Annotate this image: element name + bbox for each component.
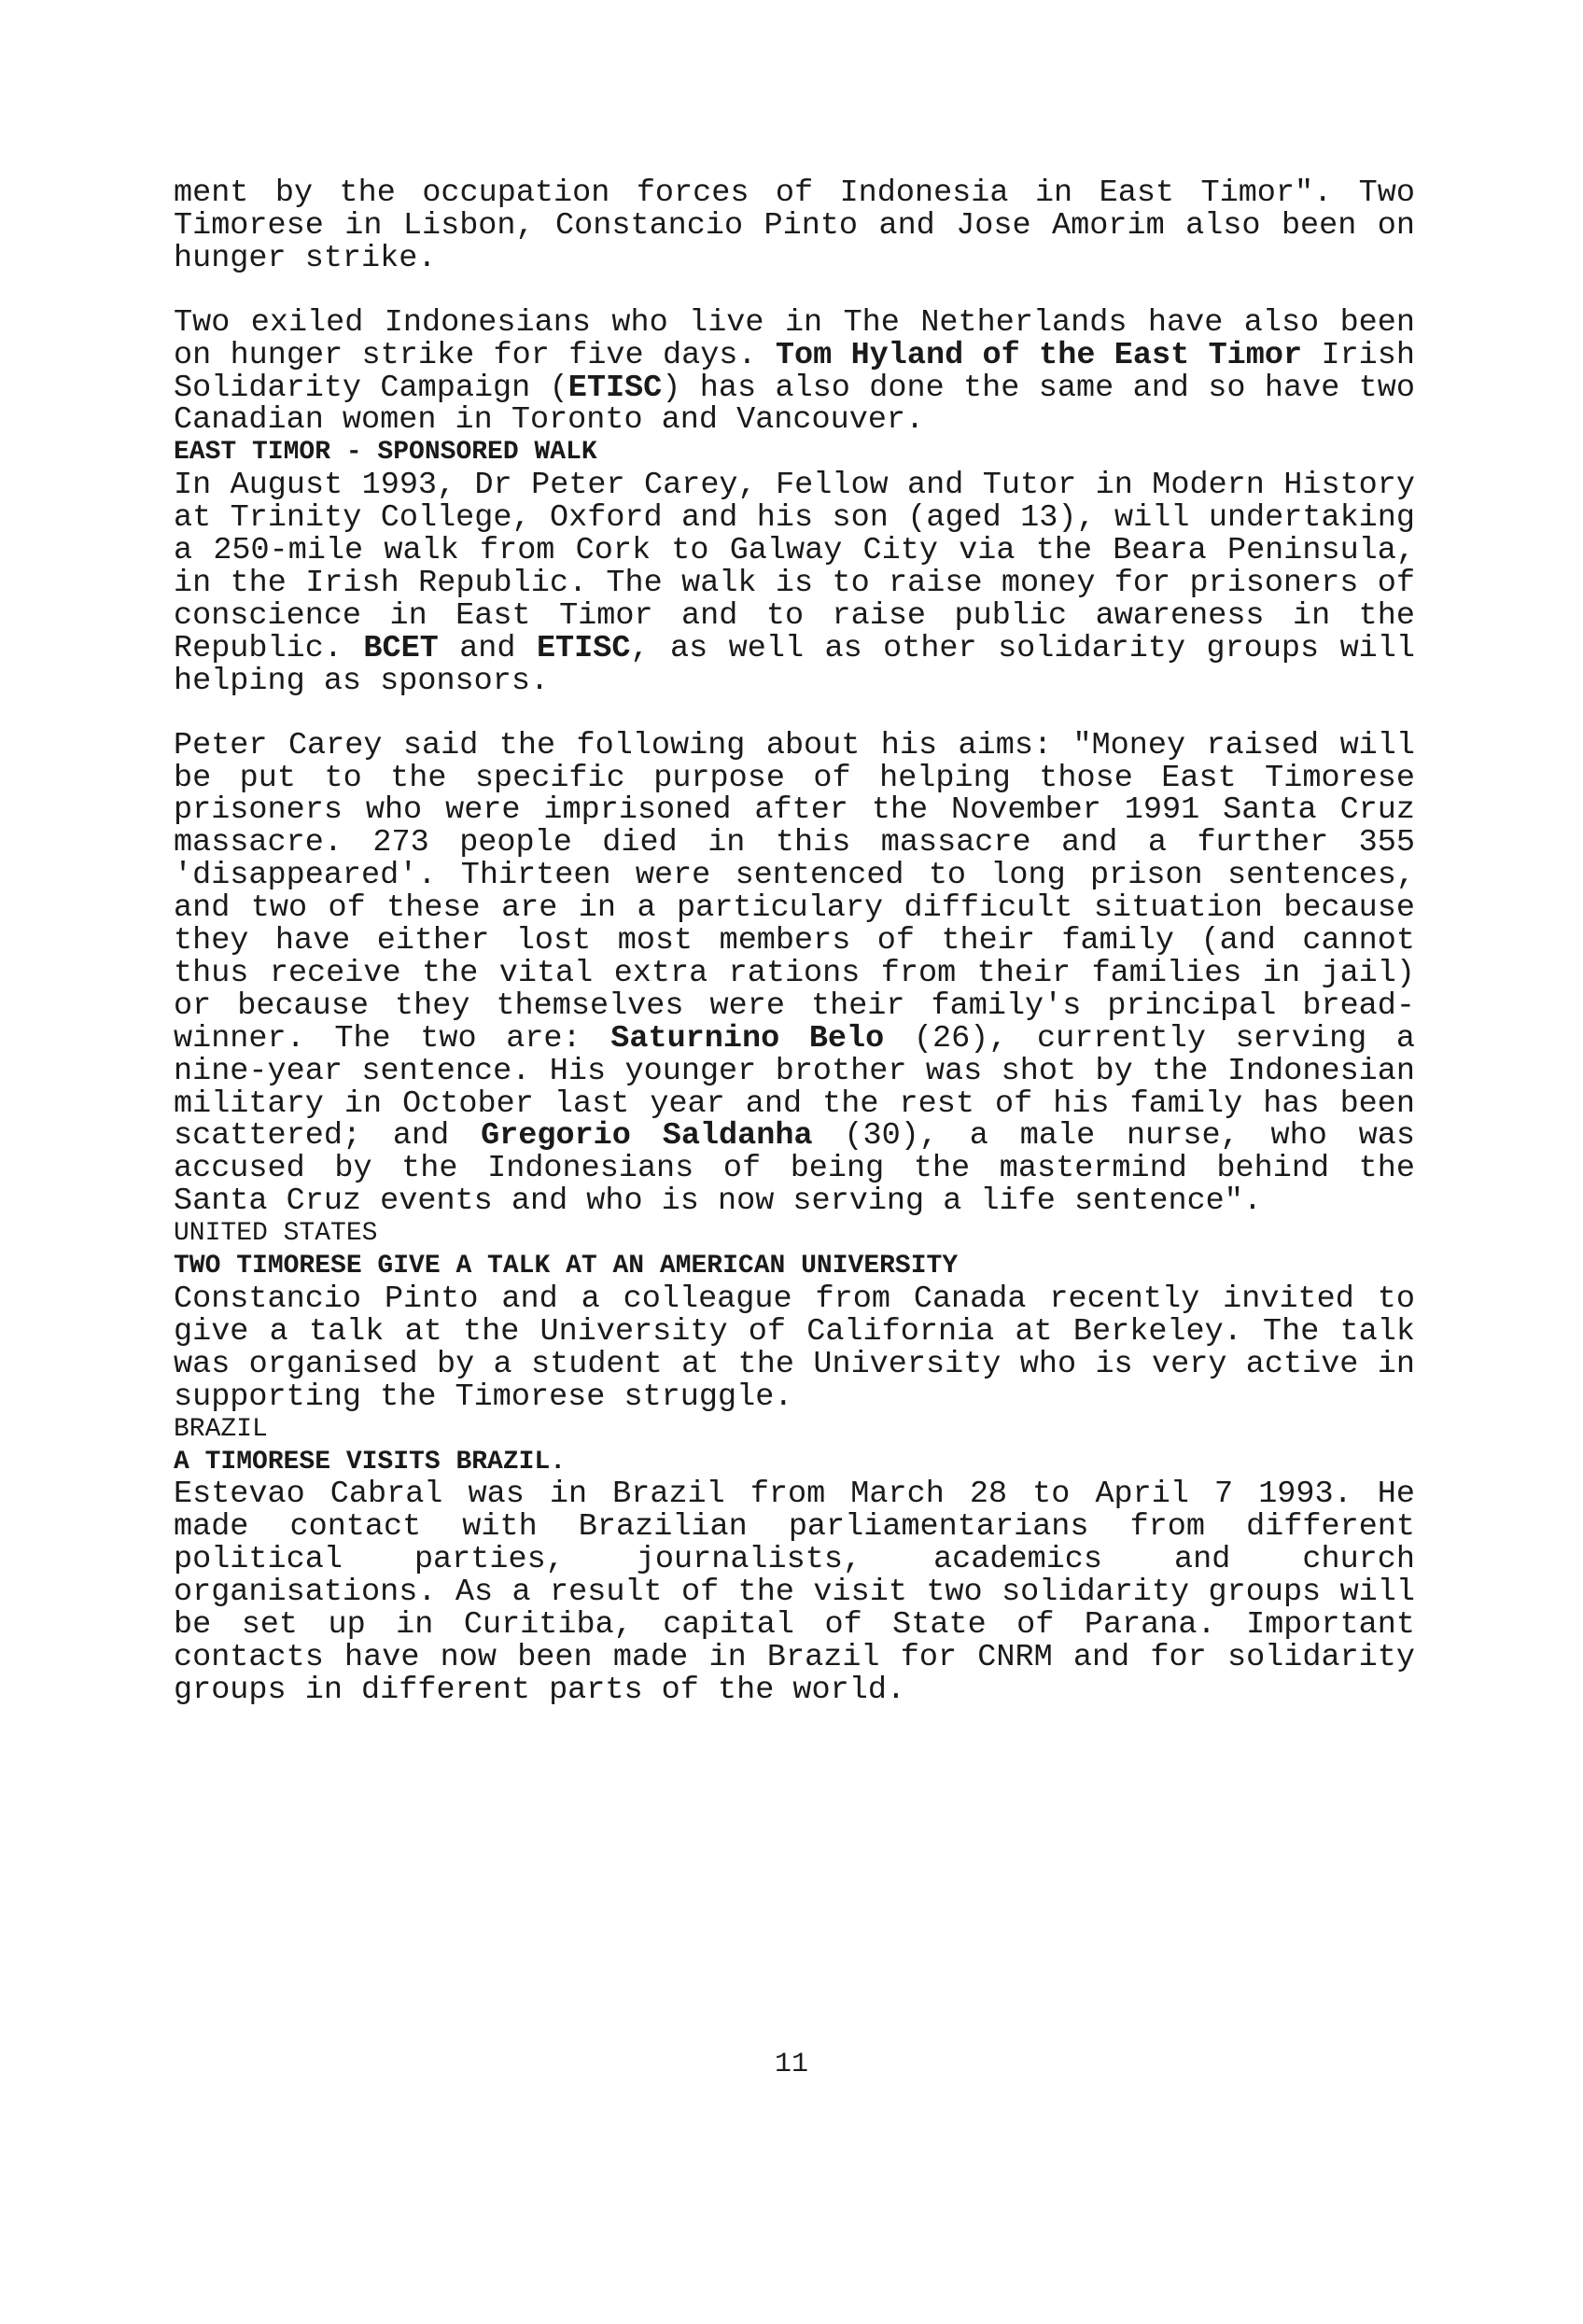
section-brazil: BRAZIL — [174, 1414, 268, 1444]
text-span: and — [438, 630, 537, 666]
text-span: (30), a male nurse, who was accused by the Indonesians of being the mastermind behind the Santa Cruz events and who is now serving a life sentence". — [174, 1118, 1435, 1220]
paragraph-us-talk: Constancio Pinto and a colleague from Canada recently invited to give a talk at the University of California at Berkeley. The talk was organised by a student at the University who is very active in supporting the Timorese struggle. — [174, 1281, 1435, 1415]
heading-us-talk: TWO TIMORESE GIVE A TALK AT AN AMERICAN UNIVERSITY — [174, 1252, 959, 1281]
text-span: Irish Solidarity Campaign ( — [174, 337, 1435, 406]
bold-acronym-bcet: BCET — [363, 630, 439, 666]
bold-name-saturnino-belo: Saturnino Belo — [610, 1020, 885, 1057]
text-span: In August 1993, Dr Peter Carey, Fellow and Tutor in Modern History at Trinity College, Oxford and his son (aged 13), will undertaking a 250-mile walk from Cork to Galway City via the Beara Peninsula, in the Irish Republic. The walk is to raise money for prisoners of conscience in East Timor and to raise public awareness in the Republic. — [174, 468, 1435, 666]
bold-name-gregorio-saldanha: Gregorio Saldanha — [481, 1118, 813, 1155]
text-span: , as well as other solidarity groups will helping as sponsors. — [174, 630, 1435, 699]
bold-acronym-etisc: ETISC — [536, 630, 631, 666]
document-page — [174, 175, 1435, 1708]
text-span: ) has also done the same and so have two Canadian women in Toronto and Vancouver. — [174, 370, 1435, 439]
paragraph-peter-carey-quote — [174, 727, 1435, 1220]
page-number: 11 — [774, 2049, 808, 2080]
heading-sponsored-walk: EAST TIMOR - SPONSORED WALK — [174, 438, 597, 468]
paragraph-hunger-strike-lisbon: ment by the occupation forces of Indonesia in East Timor". Two Timorese in Lisbon, Constancio Pinto and Jose Amorim also been on hunger strike. — [174, 175, 1435, 276]
text-span: Peter Carey said the following about his aims: "Money raised will be put to the specific purpose of helping those East Timorese prisoners who were imprisoned after the November 1991 Santa Cruz massacre. 273 people died in this massacre and a further 355 'disappeared'. Thirteen were sentenced to long prison sentences, and two of these are in a particulary difficult situation because they have either lost most members of their family (and cannot thus receive the vital extra rations from their families in jail) or because they themselves were their family's principal bread-winner. The two are: — [174, 727, 1435, 1057]
paragraph-brazil-visit: Estevao Cabral was in Brazil from March 28 to April 7 1993. He made contact with Brazilian parliamentarians from different political parties, journalists, academics and church organisations. As a result of the visit two solidarity groups will be set up in Curitiba, capital of State of Parana. Important contacts have now been made in Brazil for CNRM and for solidarity groups in different parts of the world. — [174, 1477, 1435, 1708]
section-united-states: UNITED STATES — [174, 1219, 378, 1249]
text-span: (26), currently serving a nine-year sentence. His younger brother was shot by the Indonesian military in October last year and the rest of his family has been scattered; and — [174, 1020, 1435, 1155]
text-span: Two exiled Indonesians who live in The Netherlands have also been on hunger strike for five days. — [174, 304, 1435, 373]
bold-acronym-etisc: ETISC — [567, 370, 663, 406]
heading-brazil-visit: A TIMORESE VISITS BRAZIL. — [174, 1447, 567, 1477]
bold-name-tom-hyland: Tom Hyland of the East Timor — [775, 337, 1303, 373]
paragraph-hunger-strike-netherlands — [174, 304, 1435, 439]
paragraph-sponsored-walk — [174, 468, 1435, 699]
